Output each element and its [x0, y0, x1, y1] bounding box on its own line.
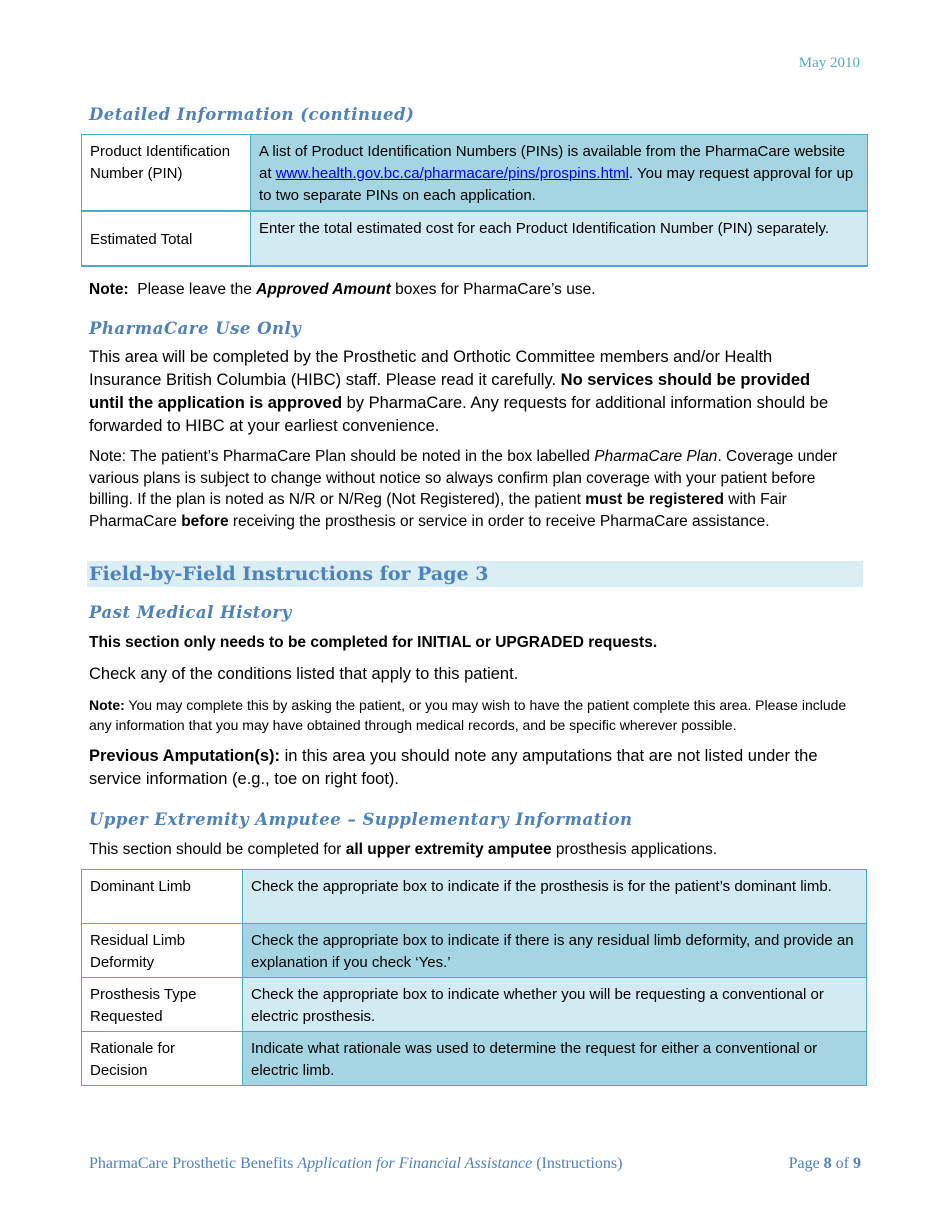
paragraph-text: receiving the prosthesis or service in order to receive PharmaCare assistance.: [228, 512, 770, 530]
paragraph-text: by PharmaCare. Any requests for additional information should be forwarded to HIBC at your earliest convenience.: [89, 394, 829, 435]
page-number: [789, 1155, 861, 1173]
paragraph-italic: PharmaCare Plan: [594, 448, 718, 465]
section-heading-upper-extremity: Upper Extremity Amputee – Supplementary Information: [89, 810, 633, 829]
total-pages: 9: [853, 1155, 861, 1172]
bold-line: This section only needs to be completed for INITIAL or UPGRADED requests.: [89, 634, 658, 651]
pins-link[interactable]: www.health.gov.bc.ca/pharmacare/pins/prospins.html: [275, 165, 629, 182]
pharmacare-plan-note: [89, 446, 861, 532]
intro-text: prosthesis applications.: [551, 841, 718, 858]
paragraph-text: with Fair PharmaCare: [89, 491, 787, 530]
current-page: 8: [823, 1155, 832, 1172]
field-by-field-heading: Field-by-Field Instructions for Page 3: [89, 563, 489, 585]
note-text: boxes for PharmaCare’s use.: [390, 281, 596, 298]
row-description: Check the appropriate box to indicate if the prosthesis is for the patient’s dominant limb.: [243, 870, 867, 924]
row-description: Indicate what rationale was used to determine the request for either a conventional or electric limb.: [243, 1032, 867, 1086]
row-text: . You may request approval for up to two separate PINs on each application.: [259, 165, 854, 204]
footer-text: (Instructions): [532, 1155, 623, 1172]
initial-upgraded-line: [89, 631, 861, 654]
table-row: [82, 211, 868, 266]
row-text: A list of Product Identification Numbers (PINs) is available from the PharmaCare website at: [259, 143, 846, 182]
footer-italic: Application for Financial Assistance: [297, 1155, 533, 1172]
table-row: [82, 870, 867, 924]
row-description: [251, 135, 868, 212]
table-row: [82, 924, 867, 978]
row-description: Enter the total estimated cost for each Product Identification Number (PIN) separately.: [251, 211, 868, 266]
section-heading-detailed-info: Detailed Information (continued): [89, 105, 415, 124]
note-text: Please leave the: [137, 281, 257, 298]
paragraph-text: Note: The patient’s PharmaCare Plan should be noted in the box labelled: [89, 448, 595, 465]
table-row: [82, 135, 868, 212]
of-word: of: [831, 1155, 853, 1172]
check-conditions-line: Check any of the conditions listed that apply to this patient.: [89, 665, 519, 683]
intro-text: This section should be completed for: [89, 841, 346, 858]
page-footer: [89, 1155, 861, 1173]
document-date: May 2010: [798, 55, 860, 71]
note-label: Note:: [89, 281, 129, 298]
intro-bold: all upper extremity amputee: [345, 841, 552, 858]
paragraph-text: This area will be completed by the Prosthetic and Orthotic Committee members and/or Health Insurance British Columbia (HIBC) staff. Please read it carefully.: [89, 348, 773, 389]
page-content: [89, 104, 861, 1086]
page-word: Page: [788, 1155, 824, 1172]
table-row: [82, 978, 867, 1032]
past-medical-note: [89, 695, 861, 735]
table-row: [82, 1032, 867, 1086]
paragraph-bold: must be registered: [585, 491, 724, 508]
previous-amputations: [89, 745, 861, 791]
section-heading-pharmacare-use: PharmaCare Use Only: [89, 319, 302, 338]
upper-extremity-table: [81, 869, 867, 1086]
footer-title: [89, 1155, 622, 1172]
field-by-field-band: [87, 561, 863, 587]
approved-amount-note: [89, 278, 861, 301]
paragraph-bold: before: [181, 512, 229, 530]
row-label: Prosthesis Type Requested: [82, 978, 243, 1032]
row-label: Dominant Limb: [82, 870, 243, 924]
pharmacare-use-paragraph: [89, 346, 849, 438]
row-description: Check the appropriate box to indicate whether you will be requesting a conventional or electric prosthesis.: [243, 978, 867, 1032]
paragraph-text: . Coverage under various plans is subject to change without notice so always confirm plan coverage with your patient before billing. If the plan is noted as N/R or N/Reg (Not Registered), the patient: [89, 448, 838, 508]
row-label: Product Identification Number (PIN): [82, 135, 251, 212]
detailed-info-table: [81, 134, 868, 267]
note-emphasis: Approved Amount: [256, 281, 391, 298]
previous-amputations-text: in this area you should note any amputations that are not listed under the service information (e.g., toe on right foot).: [89, 747, 818, 788]
row-label: Estimated Total: [82, 211, 251, 266]
note-label: Note:: [89, 697, 125, 713]
previous-amputations-label: Previous Amputation(s):: [89, 747, 280, 765]
row-label: Residual Limb Deformity: [82, 924, 243, 978]
row-description: Check the appropriate box to indicate if there is any residual limb deformity, and provide an explanation if you check ‘Yes.’: [243, 924, 867, 978]
section-heading-past-medical: Past Medical History: [89, 603, 292, 622]
paragraph-bold: No services should be provided until the application is approved: [89, 371, 811, 412]
upper-extremity-intro: [89, 838, 861, 861]
row-label: Rationale for Decision: [82, 1032, 243, 1086]
footer-text: PharmaCare Prosthetic Benefits: [89, 1155, 298, 1172]
note-text: You may complete this by asking the patient, or you may wish to have the patient complete this area. Please include any information that you may have obtained through medical records, and be specific wherever possible.: [89, 697, 847, 733]
